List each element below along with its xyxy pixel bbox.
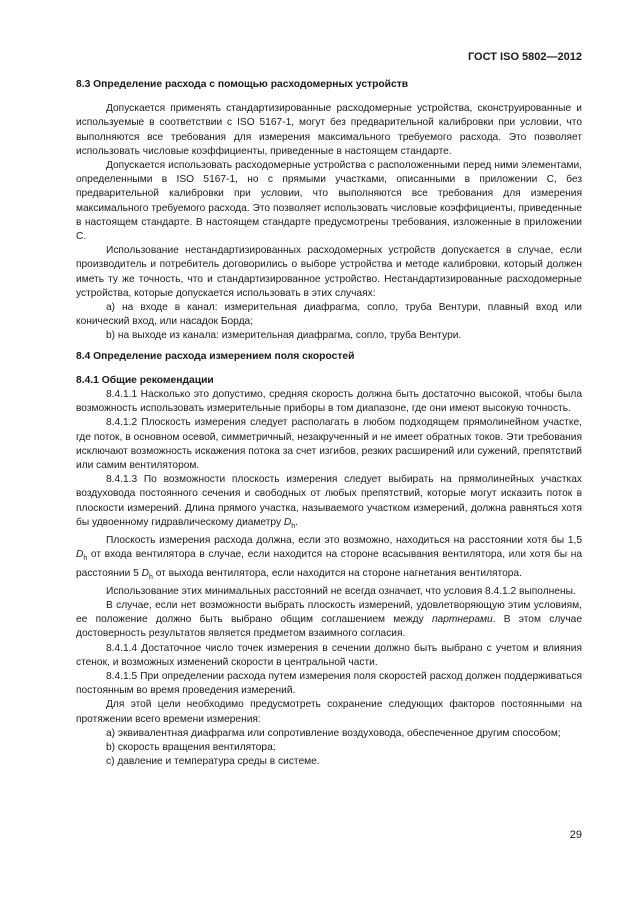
list-item: а) эквивалентная диафрагма или сопротивление воздуховода, обеспеченное другим способом;	[106, 727, 561, 739]
list-item: b) на выходе из канала: измерительная диафрагма, сопло, труба Вентури.	[106, 330, 462, 342]
text-fragment: от входа вентилятора в случае, если находится на стороне всасывания вентилятора, или хотя бы на расстоянии 5	[76, 549, 582, 579]
paragraph	[76, 599, 582, 642]
page-number: 29	[569, 829, 582, 841]
paragraph: 8.4.1.2 Плоскость измерения следует располагать в любом подходящем прямолинейном участке, где поток, в основном осевой, симметричный, незакрученный и не имеет обратных токов. Эти требования исключают возможность искажения потока за счет изгибов, резких расширений или сужений, препятствий или самим вентилятором.	[76, 417, 582, 472]
paragraph: 8.4.1.5 При определении расхода путем измерения поля скоростей расход должен поддерживаться постоянным во время проведения измерений.	[76, 671, 582, 697]
text-fragment: Плоскость измерения расхода должна, если это возможно, находиться на расстоянии хотя бы 1,5	[106, 535, 582, 547]
paragraph: 8.4.1.4 Достаточное число точек измерения в сечении должно быть выбрано с учетом и влияния стенок, и возможных изменений скорости в центральной части.	[76, 642, 582, 668]
symbol-d: D	[76, 549, 84, 561]
text-fragment: 8.4.1.3 По возможности плоскость измерения следует выбирать на прямолинейных участках воздуховода постоянного сечения и свободных от любых препятствий, которые могут исказить поток в плоскости измерений. Длина прямого участка, называемого участком измерений, должна равняться хотя бы удвоенному гидравлическому диаметру	[76, 474, 582, 528]
document-header: ГОСТ ISO 5802—2012	[467, 51, 582, 63]
paragraph: Использование нестандартизированных расходомерных устройств допускается в случае, если производитель и потребитель договорились о выборе устройства и методе калибровки, который должен иметь ту же точность, что и стандартизированное устройство. Нестандартизированные расходомерные устройства, которые допускается использовать в этих случаях:	[76, 245, 582, 299]
text-fragment: от выхода вентилятора, если находится на стороне нагнетания вентилятора.	[152, 567, 522, 579]
list-item: с) давление и температура среды в системе.	[106, 756, 320, 768]
symbol-d: D	[141, 567, 149, 579]
paragraph	[76, 534, 582, 585]
paragraph: Допускается использовать расходомерные устройства с расположенными перед ними элементами, определенными в ISO 5167-1, но с прямыми участками, описанными в приложении С, без предварительной калибровки при условии, что выполняются все требования для измерения максимального требуемого расхода. Это позволяет использовать числовые коэффициенты, приведенные в настоящем стандарте. В настоящем стандарте предусмотрены требования, изложенные в приложении С.	[76, 160, 582, 243]
paragraph: Для этой цели необходимо предусмотреть сохранение следующих факторов постоянными на протяжении всего времени измерения:	[76, 699, 582, 725]
emphasis-partners: партнерами	[431, 614, 493, 626]
section-8-3-title: 8.3 Определение расхода с помощью расходомерных устройств	[76, 79, 409, 90]
text-fragment: В случае, если нет возможности выбрать плоскость измерений, удовлетворяющую этим условиям, ее положение должно быть выбрано общим соглашением между	[76, 600, 582, 626]
symbol-h: h	[291, 522, 296, 530]
paragraph: Использование этих минимальных расстояний не всегда означает, что условия 8.4.1.2 выполнены.	[106, 585, 576, 597]
paragraph: 8.4.1.1 Насколько это допустимо, средняя скорость должна быть достаточно высокой, чтобы была возможность использовать измерительные приборы в том диапазоне, где они имеют высокую точность.	[76, 389, 582, 415]
symbol-h: h	[148, 573, 153, 581]
list-item: а) на входе в канал: измерительная диафрагма, сопло, труба Вентури, плавный вход или конический вход, или насадок Борда;	[76, 302, 582, 328]
list-item: b) скорость вращения вентилятора;	[106, 742, 276, 754]
section-8-4-title: 8.4 Определение расхода измерением поля скоростей	[76, 350, 355, 362]
text-fragment: . В этом случае достоверность результатов является предметом взаимного согласия.	[76, 614, 582, 640]
paragraph: Допускается применять стандартизированные расходомерные устройства, сконструированные и используемые в соответствии с ISO 5167-1, могут без предварительной калибровки при условии, что выполняются все требования для измерения максимального требуемого расхода. Это позволяет использовать числовые коэффициенты, приведенные в настоящем стандарте.	[76, 103, 582, 157]
paragraph: 8.4.1.3 По возможности плоскость измерения следует выбирать на прямолинейных участках воздуховода постоянного сечения и свободных от любых препятствий, которые могут исказить поток в плоскости измерений. Длина прямого участка, называемого участком измерений, должна равняться хотя бы удвоенному гидравлическому диаметру $D_h$.	[76, 474, 582, 530]
page-content	[76, 78, 582, 769]
symbol-h: h	[83, 555, 88, 563]
symbol-d: D	[283, 516, 292, 528]
subsection-8-4-1-title: 8.4.1 Общие рекомендации	[76, 374, 214, 386]
